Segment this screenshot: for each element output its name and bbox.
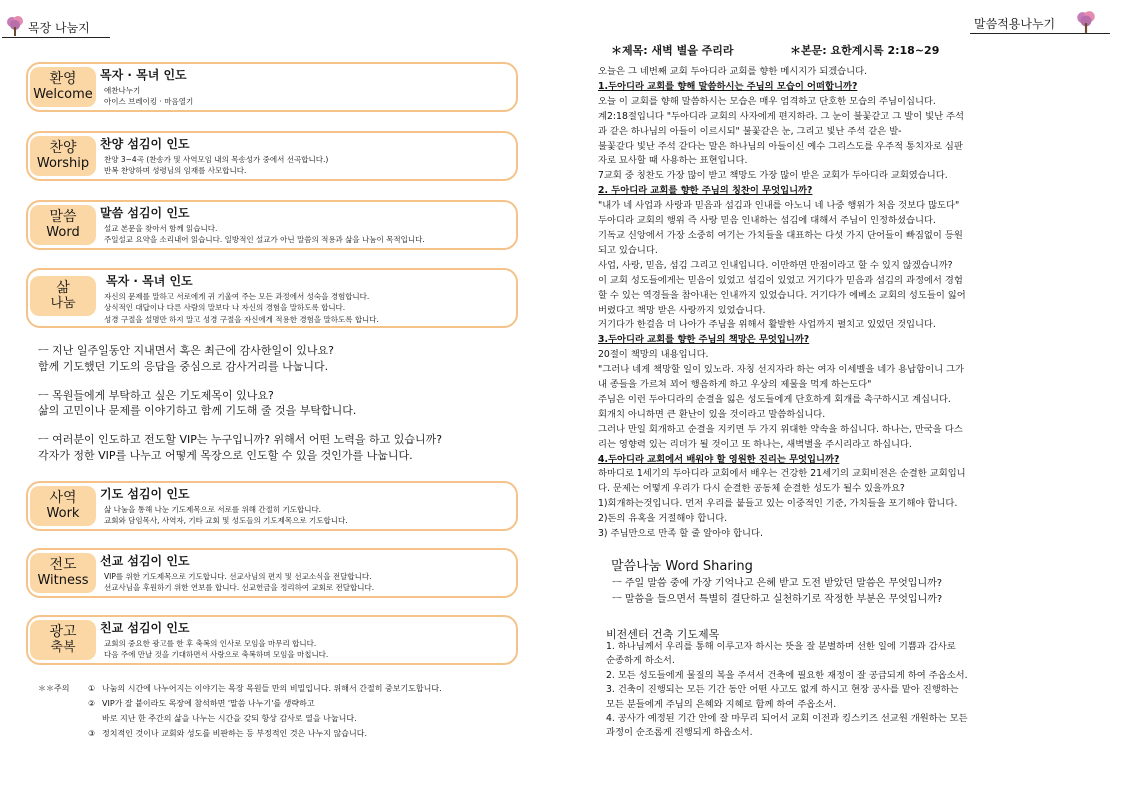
word-sharing-title: 말씀나눔 Word Sharing xyxy=(611,559,753,574)
prayer-line: 3. 건축이 진행되는 모든 기간 동안 어떤 사고도 없게 하시고 현장 공사를 맡아 진행하는 xyxy=(606,684,959,696)
body-line: 2)돈의 유혹을 거절해야 합니다. xyxy=(598,513,728,525)
section-tag: 환영 Welcome xyxy=(30,67,96,107)
section-witness xyxy=(26,548,518,598)
section-title: 찬양 섬김이 인도 xyxy=(100,137,190,151)
section-line: 성경 구절을 설명만 하지 말고 성경 구절을 자신에게 적용한 경험을 말하도록 합니다. xyxy=(104,315,379,324)
tree-logo-icon xyxy=(1074,10,1098,34)
body-heading: 2. 두아디라 교회를 향한 주님의 칭찬이 무엇입니까? xyxy=(598,185,813,197)
body-line: 내 종들을 가르쳐 꾀어 행음하게 하고 우상의 제물을 먹게 하는도다" xyxy=(598,379,872,391)
sermon-title: ＊제목: 새벽 별을 주리라 xyxy=(611,44,734,57)
body-line: 과 같은 하나님의 아들이 이르시되" 불꽃같은 눈, 그리고 빛난 주석 같은 발- xyxy=(598,125,902,137)
tree-logo-icon xyxy=(4,15,26,37)
prayer-line: 4. 공사가 예정된 기간 안에 잘 마무리 되어서 교회 이전과 킹스키즈 선교원 개원하는 모든 xyxy=(606,713,968,725)
body-heading: 4.두아디라 교회에서 배워야 할 영원한 진리는 무엇입니까? xyxy=(598,453,840,465)
body-line: 1)회개하는것입니다. 먼저 우리를 붙들고 있는 이중적인 기준, 가치들을 포기해야 합니다. xyxy=(598,498,958,510)
sermon-text: ＊본문: 요한계시록 2:18~29 xyxy=(790,44,940,57)
prayer-line: 1. 하나님께서 우리를 통해 이루고자 하시는 뜻을 잘 분별하며 선한 일에 기쁨과 감사로 xyxy=(606,641,956,652)
prayer-title: 비전센터 건축 기도제목 xyxy=(606,628,720,641)
section-line: 삶 나눔을 통해 나눈 기도제목으로 서로를 위해 간절히 기도합니다. xyxy=(104,505,322,514)
section-line: 찬양 3~4곡 (찬송가 및 사역모임 내의 목송성가 중에서 선곡합니다.) xyxy=(104,155,329,164)
body-line: 3) 주님만으로 만족 할 줄 알아야 합니다. xyxy=(598,528,763,540)
right-title: 말씀적용나누기 xyxy=(974,17,1056,31)
section-line: 반복 찬양하며 성령님의 임재를 사모합니다. xyxy=(104,166,247,175)
body-line: "그러나 네게 책망할 일이 있노라. 자칭 선지자라 하는 여자 이세벨을 네가 용납함이니 그가 xyxy=(598,364,965,376)
body-line: 두아디라 교회의 행위 즉 사랑 믿음 인내하는 섬김에 대해서 주님이 인정하셨습니다. xyxy=(598,215,936,227)
section-welcome xyxy=(26,62,518,112)
prayer-line: 모든 분들에게 주님의 은혜와 지혜로 함께 하여 주옵소서. xyxy=(606,698,837,710)
section-title: 기도 섬김이 인도 xyxy=(100,487,190,501)
section-tag: 찬양 Worship xyxy=(30,136,96,176)
section-word xyxy=(26,200,518,250)
body-line: 이 교회 성도들에게는 믿음이 있었고 섬김이 있었고 거기다가 믿음과 섬김의 과정에서 경험 xyxy=(598,274,963,286)
prayer-line: 과정이 순조롭게 진행되게 하옵소서. xyxy=(606,727,753,739)
sermon-body xyxy=(598,65,1058,542)
prayer-line: 2. 모든 성도들에게 물질의 복을 주셔서 건축에 필요한 재정이 잘 공급되게 하여 주옵소서. xyxy=(606,669,968,681)
section-line: 교회의 중요한 광고를 한 후 축복의 인사로 모임을 마무리 합니다. xyxy=(104,639,317,648)
section-line: 설교 본문을 찾아서 함께 읽습니다. xyxy=(104,224,218,233)
body-line: 하마디로 1세기의 두아디라 교회에서 배우는 건강한 21세기의 교회비전은 순결한 교회입니 xyxy=(598,468,966,480)
body-line: 계2:18절입니다 "두아디라 교회의 사자에게 편지하라. 그 눈이 불꽃같고 그 발이 빛난 주석 xyxy=(598,110,964,122)
question-line: ㅡ 목원들에게 부탁하고 싶은 기도제목이 있나요? xyxy=(38,389,274,402)
section-announcement xyxy=(26,615,518,665)
section-line: 자신의 문제를 말하고 서로에게 귀 기울여 주는 모든 과정에서 성숙을 경험합니다. xyxy=(104,292,370,301)
body-line: 오늘은 그 네번째 교회 두아디라 교회를 향한 메시지가 되겠습니다. xyxy=(598,66,868,77)
question-line: 각자가 정한 VIP를 나누고 어떻게 목장으로 인도할 수 있을 것인가를 나눕니다. xyxy=(38,449,413,462)
body-heading: 3.두아디라 교회를 향한 주님의 책망은 무엇입니까? xyxy=(598,334,810,346)
section-line: VIP를 위한 기도제목으로 기도합니다. 선교사님의 편지 및 선교소식을 전달합니다. xyxy=(104,572,372,581)
question-line: 삶의 고민이나 문제를 이야기하고 함께 기도해 줄 것을 부탁합니다. xyxy=(38,404,357,417)
body-heading: 1.두아디라 교회를 향해 말씀하시는 주님의 모습이 어떠합니까? xyxy=(598,80,858,92)
section-tag: 말씀 Word xyxy=(30,205,96,245)
section-line: 애찬나누기 xyxy=(104,86,141,95)
body-line: 기독교 신앙에서 가장 소중히 여기는 가치들을 대표하는 다섯 가지 단어들이 빠짐없이 등원 xyxy=(598,229,963,241)
question-line: ㅡ 여러분이 인도하고 전도할 VIP는 누구입니까? 위해서 어떤 노력을 하고 있습니까? xyxy=(38,433,443,446)
left-header xyxy=(2,12,110,38)
right-header xyxy=(970,12,1110,34)
body-line: 오늘 이 교회를 향해 말씀하시는 모습은 매우 엄격하고 단호한 모습의 주님이십니다. xyxy=(598,95,936,107)
section-line: 아이스 브레이킹 · 마음열기 xyxy=(104,97,194,106)
word-sharing-item: ㅡ 말씀을 들으면서 특별히 결단하고 실천하기로 작정한 부분은 무엇입니까? xyxy=(612,594,943,605)
notes-label: ＊＊주의 xyxy=(38,684,70,693)
body-line: 그러나 만일 회개하고 순결을 지키면 두 가지 위대한 약속을 하십니다. 하나는, 만국을 다스 xyxy=(598,423,963,435)
body-line: 불꽃같다 빛난 주석 같다는 말은 하나님의 아들이신 예수 그리스도를 우주적 통치자로 심판 xyxy=(598,140,963,152)
question-line: 함께 기도했던 기도의 응답을 중심으로 감사거리를 나눕니다. xyxy=(38,360,329,373)
section-title: 목자 · 목녀 인도 xyxy=(106,274,193,288)
section-tag: 광고 축복 xyxy=(30,620,96,660)
section-title: 말씀 섬김이 인도 xyxy=(100,206,190,220)
section-title: 목자 · 목녀 인도 xyxy=(100,68,187,82)
section-tag: 사역 Work xyxy=(30,486,96,526)
section-life-sharing xyxy=(26,268,518,328)
section-line: 다음 주에 만날 것을 기대하면서 사랑으로 축복하며 모임을 마칩니다. xyxy=(104,650,329,659)
section-title: 친교 섬김이 인도 xyxy=(100,621,190,635)
left-title: 목장 나눔지 xyxy=(28,21,90,35)
prayer-list xyxy=(606,640,968,741)
body-line: 20절이 책망의 내용입니다. xyxy=(598,349,709,361)
body-line: "내가 네 사업과 사랑과 믿음과 섬김과 인내를 아노니 네 나중 행위가 처음 것보다 많도다" xyxy=(598,200,960,212)
prayer-line: 순종하게 하소서. xyxy=(606,655,675,667)
section-line: 주일설교 요약을 소리내어 읽습니다. 일방적인 설교가 아닌 말씀의 적용과 삶을 나눔이 목적입니다. xyxy=(104,235,425,244)
word-sharing-item: ㅡ 주일 말씀 중에 가장 기억나고 은혜 받고 도전 받았던 말씀은 무엇입니까? xyxy=(612,578,943,589)
body-line: 거기다가 한걸음 더 나아가 주님을 위해서 활발한 사업까지 펼치고 있었던 것입니다. xyxy=(598,319,936,331)
section-line: 교회와 담임목사, 사역자, 기타 교회 및 성도들의 기도제목으로 기도합니다. xyxy=(104,516,348,525)
question-line: ㅡ 지난 일주일동안 지내면서 혹은 최근에 감사한일이 있나요? xyxy=(38,344,334,357)
section-line: 상식적인 대답이나 다른 사람의 말보다 나 자신의 경험을 말하도록 합니다. xyxy=(104,303,346,312)
section-work xyxy=(26,481,518,531)
body-line: 회개치 아니하면 큰 환난이 있을 것이라고 말씀하십니다. xyxy=(598,408,826,420)
section-worship xyxy=(26,131,518,181)
section-line: 선교사님을 후원하기 위한 연보를 합니다. 선교헌금을 정리하여 교회로 전달합니다. xyxy=(104,583,375,592)
body-line: 자로 묘사할 때 사용하는 표현입니다. xyxy=(598,155,748,167)
body-line: 7교회 중 칭찬도 가장 많이 받고 책망도 가장 많이 받은 교회가 두아디라 교회였습니다. xyxy=(598,170,948,182)
body-line: 사업, 사랑, 믿음, 섬김 그리고 인내입니다. 이만하면 만점이라고 할 수 있지 않겠습니까? xyxy=(598,259,953,271)
section-tag: 전도 Witness xyxy=(30,553,96,593)
body-line: 버렸다고 책망 받은 사랑까지 있었습니다. xyxy=(598,304,766,316)
body-line: 할 수 있는 역경들을 참아내는 인내까지 있었습니다. 거기다가 에베소 교회의 성도들이 잃어 xyxy=(598,289,966,301)
section-tag: 삶 나눔 xyxy=(30,276,96,316)
body-line: 리는 영향력 있는 리더가 될 것이고 또 하나는, 새벽별을 주시리라고 하십니다. xyxy=(598,438,912,450)
body-line: 되고 있습니다. xyxy=(598,244,658,256)
body-line: 다. 문제는 어떻게 우리가 다시 순결한 공동체 순결한 성도가 될수 있을까요? xyxy=(598,483,905,495)
section-title: 선교 섬김이 인도 xyxy=(100,554,190,568)
body-line: 주님은 이런 두아디라의 순결을 잃은 성도들에게 단호하게 회개를 촉구하시고 계십니다. xyxy=(598,393,951,405)
